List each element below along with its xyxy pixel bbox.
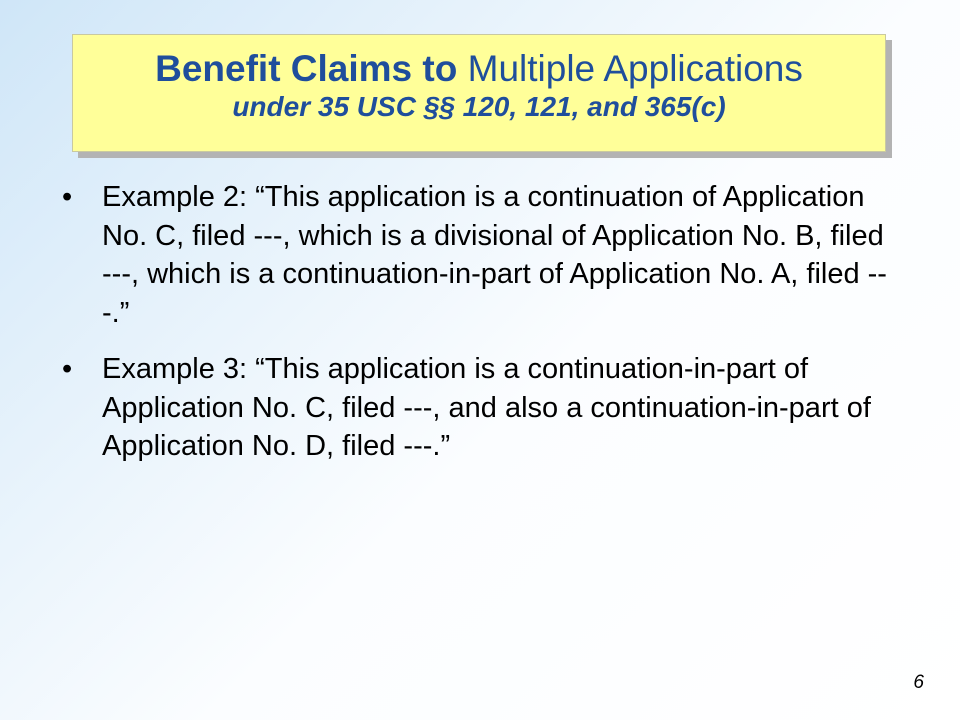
title-regular-part: Multiple Applications xyxy=(467,48,803,89)
bullet-item-example-3 xyxy=(62,350,892,466)
bullet-icon: • xyxy=(62,353,73,385)
page-number: 6 xyxy=(913,672,924,693)
slide-subtitle: under 35 USC §§ 120, 121, and 365(c) xyxy=(232,90,726,122)
title-bold-part: Benefit Claims to xyxy=(155,48,458,89)
bullet-item-example-2 xyxy=(62,178,892,332)
bullet-text: Example 2: “This application is a continuation of Application No. C, filed ---, which is a divisional of Application No. B, filed ---, which is a continuation-in-part of Application No. A, filed ---.” xyxy=(102,181,887,329)
bullet-list xyxy=(62,178,892,484)
bullet-text: Example 3: “This application is a continuation-in-part of Application No. C, filed ---, and also a continuation-in-part of Application No. D, filed ---.” xyxy=(102,353,871,462)
title-box xyxy=(72,34,886,152)
slide-title xyxy=(73,49,885,90)
bullet-icon: • xyxy=(62,181,73,213)
